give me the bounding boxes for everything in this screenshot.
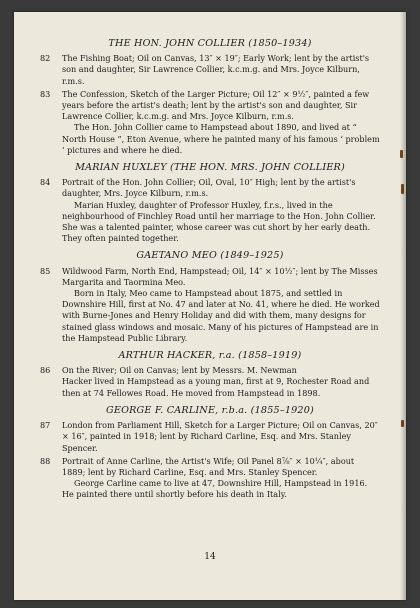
entry-number: 85 [40,265,51,276]
margin-stain [400,150,403,158]
biographical-note: Marian Huxley, daughter of Professor Huxley, f.r.s., lived in the neighbourhood of Finchley Road until her marriage to the Hon. John Collier. She was a talented painter, whose career was cut short by her early death. They often painted together. [62,199,376,244]
catalogue-entry [40,420,380,454]
entry-number: 86 [40,365,51,376]
catalogue-entry [40,177,380,244]
artist-heading: GEORGE F. CARLINE, r.b.a. (1855–1920) [106,404,314,416]
biographical-note: Born in Italy, Meo came to Hampstead about 1875, and settled in Downshire Hill, first at No. 47 and later at No. 41, where he died. He worked with Burne-Jones and Henry Holiday and did with them, many designs for stained glass windows and mosaic. Many of his pictures of Hampstead are in the Hampstead Public Library. [62,288,380,343]
catalogue-content [40,38,380,503]
entry-number: 83 [40,88,51,99]
entry-description: The Fishing Boat; Oil on Canvas, 13″ × 19″; Early Work; lent by the artist's son and daughter, Sir Lawrence Collier, k.c.m.g. and Mrs. Joyce Kilburn, r.m.s. [62,53,370,86]
biographical-note: George Carline came to live at 47, Downshire Hill, Hampstead in 1916. He painted there until shortly before his death in Italy. [62,478,368,500]
catalogue-entry [40,456,380,501]
entry-description: Portrait of Anne Carline, the Artist's Wife; Oil Panel 8⅞″ × 10¼″, about 1889; lent by Richard Carline, Esq. and Mrs. Stanley Spencer. [62,455,355,477]
entry-number: 84 [40,177,51,188]
catalogue-entry [40,266,380,344]
entry-number: 87 [40,420,51,431]
page-number: 14 [204,552,216,562]
artist-heading: GAETANO MEO (1849–1925) [136,250,284,262]
artist-heading: ARTHUR HACKER, r.a. (1858–1919) [118,350,302,362]
entry-description: Wildwood Farm, North End, Hampstead; Oil, 14″ × 10½″; lent by The Misses Margarita and Taormina Meo. [62,265,378,287]
artist-heading: THE HON. JOHN COLLIER (1850–1934) [108,38,312,49]
catalogue-entry [40,53,380,87]
biographical-note: Hacker lived in Hampstead as a young man, first at 9, Rochester Road and then at 74 Fellowes Road. He moved from Hampstead in 1898. [62,376,370,398]
entry-description: The Confession, Sketch of the Larger Picture; Oil 12″ × 9½″, painted a few years before the artist's death; lent by the artist's son and daughter, Sir Lawrence Collier, k.c.m.g. and Mrs. Joyce Kilburn, r.m.s. [62,88,370,122]
artist-heading: MARIAN HUXLEY (THE HON. MRS. JOHN COLLIER) [75,162,345,174]
margin-stain [401,420,404,427]
biographical-note: The Hon. John Collier came to Hampstead about 1890, and lived at “ North House ”, Eton Avenue, where he painted many of his famous ‘ problem ’ pictures and where he died. [62,122,380,155]
entry-description: Portrait of the Hon. John Collier; Oil, Oval, 10″ High; lent by the artist's daughter, Mrs. Joyce Kilburn, r.m.s. [62,177,356,199]
entry-description: London from Parliament Hill, Sketch for a Larger Picture; Oil on Canvas, 20″ × 16″, painted in 1918; lent by Richard Carline, Esq. and Mrs. Stanley Spencer. [62,420,378,453]
catalogue-page [14,12,406,600]
catalogue-entry [40,89,380,156]
entry-number: 88 [40,455,51,466]
catalogue-entry [40,365,380,399]
margin-stain [401,184,404,194]
entry-number: 82 [40,53,51,64]
entry-description: On the River; Oil on Canvas; lent by Messrs. M. Newman [62,365,297,376]
